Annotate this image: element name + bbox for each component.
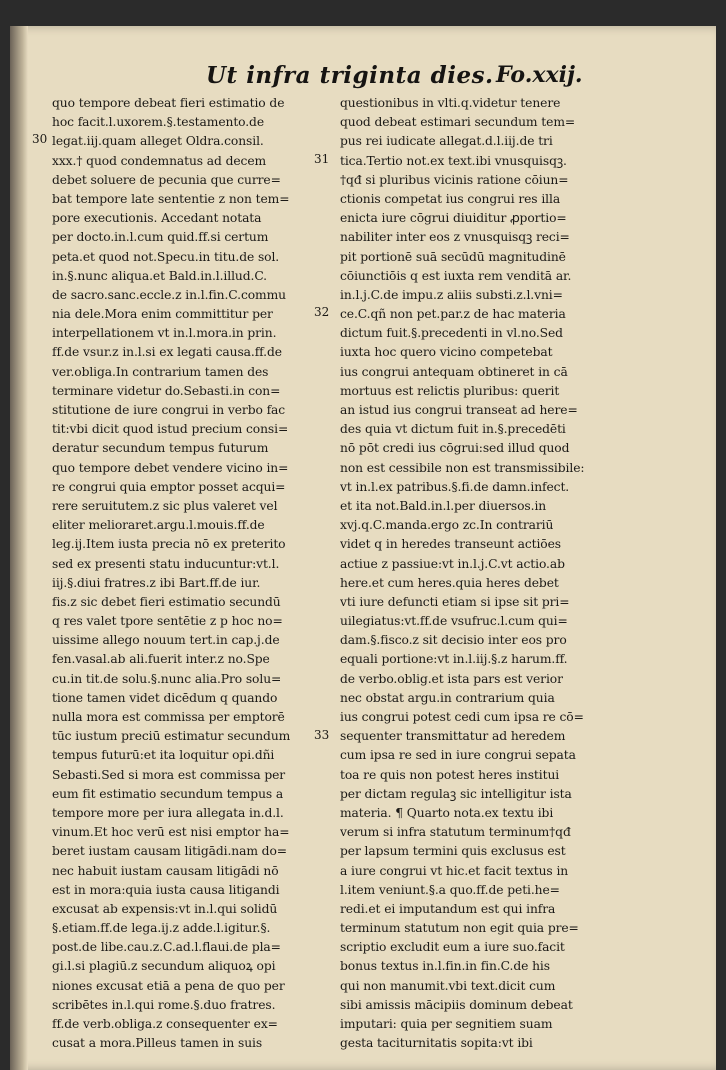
text-line: redi.et ei imputandum est qui infra [340,901,556,916]
text-line: bonus textus in.l.fin.in fin.C.de his [340,959,550,974]
running-title: Ut infra triginta dies. [206,62,494,89]
text-line: leg.ij.Item iusta precia nō ex preterito [52,537,286,552]
text-line: equali portione:vt in.l.iij.§.z harum.ff. [340,652,568,667]
text-line: ce.C.qñ non pet.par.z de hac materia [340,307,566,322]
text-line: nec habuit iustam causam litigādi nō [52,863,279,878]
right-text-column [340,94,636,1053]
text-line: tūc iustum preciū estimatur secundum [52,729,291,744]
text-line: ctionis competat ius congrui res illa [340,191,561,206]
folio-number: Fo.xxij. [496,62,583,88]
text-line: bat tempore late sententie z non tem= [52,191,290,206]
text-line: fen.vasal.ab ali.fuerit inter.z no.Spe [52,652,270,667]
text-line: per docto.in.l.cum quid.ff.si certum [52,230,269,245]
text-line: stitutione de iure congrui in verbo fac [52,403,286,417]
text-line: quo tempore debeat fieri estimatio de [52,96,285,110]
text-line: pus rei iudicate allegat.d.l.iij.de tri [340,134,553,149]
text-line: post.de libe.cau.z.C.ad.l.flaui.de pla= [52,940,281,955]
text-line: rere seruitutem.z sic plus valeret vel [52,498,278,513]
text-line: cum ipsa re sed in iure congrui sepata [340,748,576,763]
text-line: nia dele.Mora enim committitur per [52,307,273,322]
text-line: tempore more per iura allegata in.d.l. [52,805,284,820]
text-line: in.§.nunc aliqua.et Bald.in.l.illud.C. [52,268,267,283]
text-line: verum si infra statutum terminum†qđ [340,825,571,840]
text-line: scriptio excludit eum a iure suo.facit [340,940,565,955]
text-line: uilegiatus:vt.ff.de vsufruc.l.cum qui= [340,614,568,629]
text-line: l.item veniunt.§.a quo.ff.de peti.he= [340,882,560,897]
text-line: de sacro.sanc.eccle.z in.l.fin.C.commu [52,287,287,302]
text-line: uissime allego nouum tert.in cap.j.de [52,633,280,648]
text-line: materia. ¶ Quarto nota.ex textu ibi [340,805,554,820]
text-line: toa re quis non potest heres institui [340,767,560,782]
text-line: dictum fuit.§.precedenti in vl.no.Sed [340,326,563,341]
text-line: beret iustam causam litigādi.nam do= [52,844,287,859]
text-line: tica.Tertio not.ex text.ibi vnusquisqꝫ. [340,153,567,168]
text-line: ver.obliga.In contrarium tamen des [52,364,269,379]
text-line: debet soluere de pecunia que curre= [52,172,281,187]
text-line: fis.z sic debet fieri estimatio secundū [52,594,281,609]
text-line: nō pōt credi ius cōgrui:sed illud quod [340,441,570,456]
text-line: cōiunctiōis q est iuxta rem venditā ar. [340,268,572,283]
text-line: tione tamen videt dicēdum q quando [52,690,278,705]
text-line: qui non manumit.vbi text.dicit cum [340,978,556,993]
text-line: de verbo.oblig.et ista pars est verior [340,671,563,686]
text-line: ff.de verb.obliga.z consequenter ex= [52,1017,278,1031]
text-line: gi.l.si plagiū.z secundum aliquoꝝ opi [52,959,276,974]
text-line: est in mora:quia iusta causa litigandi [52,882,280,897]
text-line: imputari: quia per segnitiem suam [340,1017,553,1031]
text-line: an istud ius congrui transeat ad here= [340,403,578,417]
text-line: nec obstat argu.in contrarium quia [340,690,555,705]
text-line: mortuus est relictis pluribus: querit [340,383,560,398]
text-line: xvj.q.C.manda.ergo zc.In contrariū [340,518,554,533]
text-line: gesta taciturnitatis sopita:vt ibi [340,1036,533,1051]
text-line: videt q in heredes transeunt actiōes [340,537,561,552]
margin-number: 32 [314,305,330,320]
text-line: questionibus in vlti.q.videtur tenere [340,96,561,110]
text-line: †qđ si pluribus vicinis ratione cōiun= [340,172,569,187]
text-line: excusat ab expensis:vt in.l.qui solidū [52,901,278,916]
text-line: per lapsum termini quis exclusus est [340,844,566,859]
text-line: iuxta hoc quero vicino competebat [340,345,553,360]
margin-number: 33 [314,727,330,742]
text-line: here.et cum heres.quia heres debet [340,575,559,590]
text-line: niones excusat etiā a pena de quo per [52,978,285,993]
text-line: eliter melioraret.argu.l.mouis.ff.de [52,518,265,533]
text-line: quod debeat estimari secundum tem= [340,115,576,130]
text-line: cu.in tit.de solu.§.nunc alia.Pro solu= [52,671,282,686]
text-line: sibi amissis mācipiis dominum debeat [340,997,573,1012]
text-line: ius congrui antequam obtineret in cā [340,364,568,379]
text-line: vt in.l.ex patribus.§.fi.de damn.infect. [340,479,570,494]
text-line: scribētes in.l.qui rome.§.duo fratres. [52,997,276,1012]
text-line: cusat a mora.Pilleus tamen in suis [52,1036,263,1051]
text-line: non est cessibile non est transmissibile: [340,460,585,475]
text-line: nulla mora est commissa per emptorē [52,710,285,724]
text-line: pore executionis. Accedant notata [52,211,262,226]
text-line: pit portionē suā secūdū magnitudinē [340,249,566,264]
text-line: xxx.† quod condemnatus ad decem [52,153,267,168]
left-text-column [52,94,320,1053]
text-line: terminum statutum non egit quia pre= [340,921,579,936]
text-line: vinum.Et hoc verū est nisi emptor ha= [52,825,290,840]
text-line: nabiliter inter eos z vnusquisqꝫ reci= [340,230,570,245]
margin-number: 30 [32,132,48,147]
page-gutter [10,26,28,1070]
text-line: ff.de vsur.z in.l.si ex legati causa.ff.de [52,345,282,360]
text-line: terminare videtur do.Sebasti.in con= [52,383,281,398]
text-line: §.etiam.ff.de lega.ij.z adde.l.igitur.§. [52,921,271,936]
text-line: hoc facit.l.uxorem.§.testamento.de [52,115,264,130]
text-line: actiue z passiue:vt in.l.j.C.vt actio.ab [340,556,565,571]
text-line: ius congrui potest cedi cum ipsa re cō= [340,710,584,724]
text-line: in.l.j.C.de impu.z aliis substi.z.l.vni= [340,287,563,302]
text-line: peta.et quod not.Specu.in titu.de sol. [52,249,280,264]
text-line: enicta iure cōgrui diuiditur ꝓportio= [340,211,567,226]
text-line: vti iure defuncti etiam si ipse sit pri= [340,594,570,609]
text-line: sequenter transmittatur ad heredem [340,729,566,744]
text-line: tit:vbi dicit quod istud precium consi= [52,422,289,437]
text-line: sed ex presenti statu inducuntur:vt.l. [52,556,280,571]
text-line: re congrui quia emptor posset acqui= [52,479,286,494]
text-line: iij.§.diui fratres.z ibi Bart.ff.de iur. [52,575,261,590]
text-line: a iure congrui vt hic.et facit textus in [340,863,569,878]
text-line: per dictam regulaꝫ sic intelligitur ista [340,786,572,801]
text-line: tempus futurū:et ita loquitur opi.dñi [52,748,275,763]
text-line: interpellationem vt in.l.mora.in prin. [52,326,277,341]
text-line: des quia vt dictum fuit in.§.precedēti [340,422,566,437]
text-line: q res valet tpore sentētie z p hoc no= [52,614,283,629]
text-line: deratur secundum tempus futurum [52,441,269,456]
text-line: eum fit estimatio secundum tempus a [52,786,284,801]
text-line: legat.iij.quam alleget Oldra.consil. [52,134,264,149]
text-line: quo tempore debet vendere vicino in= [52,460,289,475]
text-line: dam.§.fisco.z sit decisio inter eos pro [340,633,567,648]
margin-number: 31 [314,151,330,166]
book-page [10,26,716,1070]
text-line: Sebasti.Sed si mora est commissa per [52,767,286,782]
text-line: et ita not.Bald.in.l.per diuersos.in [340,498,547,513]
